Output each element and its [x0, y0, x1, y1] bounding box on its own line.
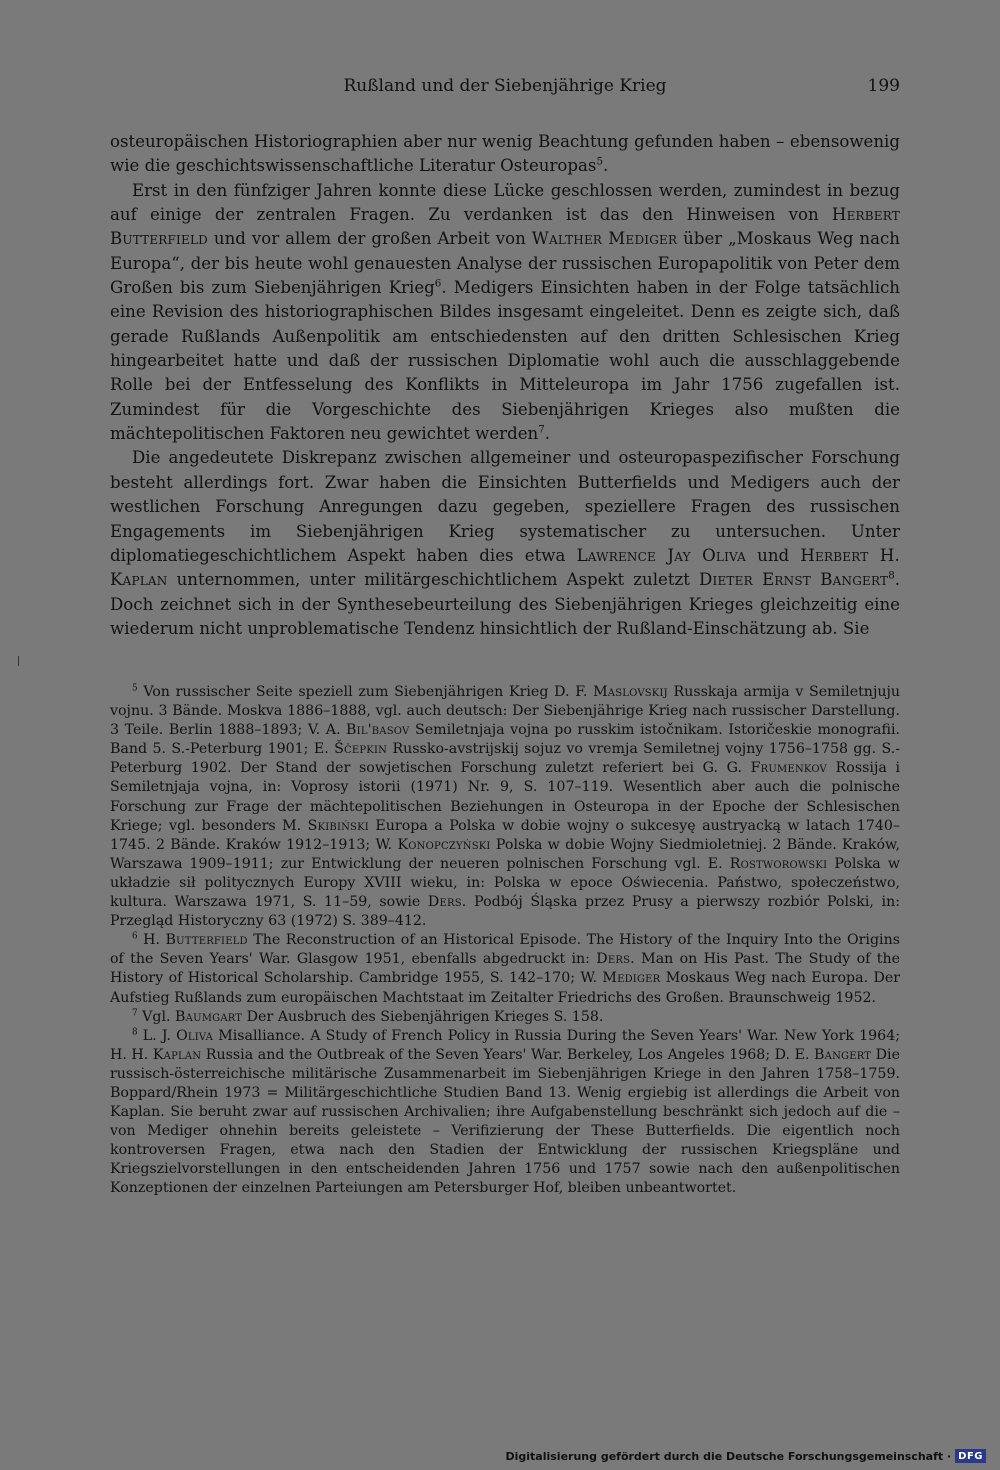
dfg-logo: DFG: [955, 1449, 986, 1463]
author-name: Ders.: [427, 894, 467, 911]
author-name: Maslovskij: [593, 684, 668, 700]
footnote-6: [110, 931, 900, 1007]
text-run: über „Moskaus Weg nach Europa“, der bis heute wohl genauesten Analyse der russischen Europapolitik von Peter dem Großen bis zum Siebenjährigen Krieg: [110, 229, 900, 298]
text-run: Europa a Polska w dobie wojny o sukcesyę austryacką w latach 1740–1745. 2 Bände. Kraków 1912–1913; W.: [110, 817, 900, 853]
footnote-5: [110, 683, 900, 931]
footnote-ref: 8: [888, 569, 895, 582]
author-name: Butterfield: [165, 932, 248, 949]
footnote-ref: 6: [434, 277, 442, 290]
running-title: Rußland und der Siebenjährige Krieg: [343, 76, 667, 96]
author-name: Bangert: [814, 1046, 872, 1063]
text-run: . Medigers Einsichten haben in der Folge tatsächlich eine Revision des historiographischen Bildes insgesamt eingeleitet. Denn es zeigte sich, daß gerade Rußlands Außenpolitik am entschiedensten auf den dritten Schlesischen Krieg hingearbeitet hatte und daß der russischen Diplomatie wohl auch die ausschlaggebende Rolle bei der Entfesselung des Konflikts in Mitteleuropa im Jahr 1756 zugefallen ist. Zumindest für die Vorgeschichte des Siebenjährigen Krieges also mußten die mächtepolitischen Faktoren neu gewichtet werden: [110, 278, 900, 444]
author-name: Frumenkov: [750, 760, 827, 777]
text-run: und: [745, 545, 801, 565]
author-name: Skibiński: [307, 817, 369, 834]
credit-text: Digitalisierung gefördert durch die Deutsche Forschungsgemeinschaft ·: [505, 1449, 952, 1463]
text-run: Von russischer Seite speziell zum Siebenjährigen Krieg D. F.: [137, 684, 594, 700]
digitization-credit: [505, 1448, 986, 1464]
text-run: Polska w dobie Wojny Siedmioletniej. 2 Bände. Kraków, Warszawa 1909–1911; zur Entwicklung der neueren polnischen Forschung vgl. E.: [110, 836, 901, 872]
footnote-ref: 5: [596, 155, 603, 168]
text-run: Podbój Śląska przez Prusy a pierwszy rozbiór Polski, in: Przegląd Historyczny 63 (1972) S. 389–412.: [110, 894, 900, 930]
text-run: Polska w układzie sił politycznych Europy XVIII wieku, in: Polska w epoce Oświecenia. Państwo, społeczeństwo, kultura. Warszawa 1971, S. 11–59, sowie: [110, 855, 900, 911]
author-name: Herbert H. Kaplan: [110, 545, 900, 590]
footnote-8: [110, 1027, 900, 1199]
text-run: osteuropäischen Historiographien aber nur wenig Beachtung gefunden haben – ebensowenig wie die geschichtswissenschaftliche Literatur Osteuropas: [110, 132, 900, 176]
text-run: .: [544, 424, 551, 444]
body-text: [110, 130, 900, 641]
paragraph-2: [110, 179, 900, 447]
text-run: Moskaus Weg nach Europa. Der Aufstieg Rußlands zum europäischen Machtstaat im Zeitalter Friedrichs des Großen. Braunschweig 1952.: [110, 970, 901, 1006]
paragraph-3: [110, 446, 900, 641]
footnote-7: [110, 1008, 900, 1027]
text-run: Die russisch-österreichische militärische Zusammenarbeit im Siebenjährigen Kriege in den Jahren 1758–1759. Boppard/Rhein 1973 = Militärgeschichtliche Studien Band 13. Wenig ergiebig ist allerdings die Arbeit von Kaplan. Sie beruht zwar auf russischen Archivalien; ihre Aufgabenstellung beschränkt sich jedoch auf die – von Mediger ohnehin bereits geleistete – Verifizierung der These Butterfields. Die eigentlich noch kontroversen Fragen, etwa nach den Stadien der Entwicklung der russischen Kriegspläne und Kriegszielvorstellungen in den entscheidenden Jahren 1756 und 1757 sowie nach den außenpolitischen Konzeptionen der einzelnen Parteiungen am Petersburger Hof, bleiben unbeantwortet.: [110, 1046, 900, 1197]
footnote-ref: 5: [132, 683, 138, 694]
author-name: Walther Mediger: [531, 229, 678, 249]
author-name: Ders.: [596, 951, 635, 968]
text-run: Vgl.: [137, 1008, 176, 1025]
author-name: Dieter Ernst Bangert: [699, 570, 889, 590]
text-run: Rossija i Semiletnjaja vojna, in: Voprosy istorii (1971) Nr. 9, S. 107–119. Wesentlich aber auch die polnische Forschung zur Frage der mächtepolitischen Beziehungen in Osteuropa in der Epoche der Schlesischen Kriege; vgl. besonders M.: [110, 760, 900, 834]
text-run: L. J.: [137, 1027, 177, 1044]
footnote-ref: 7: [132, 1007, 138, 1018]
text-run: .: [602, 156, 609, 176]
author-name: Rostworowski: [729, 855, 828, 872]
page-header: [110, 76, 900, 100]
text-run: Semiletnjaja vojna po russkim istočnikam. Istoričeskie monografii. Band 5. S.-Peterburg 1901; E.: [110, 722, 900, 758]
text-run: H.: [137, 932, 166, 949]
text-run: und vor allem der großen Arbeit von: [207, 229, 532, 249]
footnote-ref: 7: [538, 423, 545, 436]
author-name: Ščepkin: [334, 741, 388, 758]
author-name: Mediger: [602, 970, 661, 987]
text-run: . Doch zeichnet sich in der Synthesebeurteilung des Siebenjährigen Krieges gleichzeitig eine wiederum nicht unproblematische Tendenz hinsichtlich der Rußland-Einschätzung ab. Sie: [110, 570, 901, 638]
text-run: Russko-avstrijskij sojuz vo vremja Semiletnej vojny 1756–1758 gg. S.-Peterburg 1902. Der Stand der sowjetischen Forschung zuletzt referiert bei G. G.: [110, 741, 900, 777]
text-run: Misalliance. A Study of French Policy in Russia During the Seven Years' War. New York 1964; H. H.: [110, 1027, 901, 1063]
footnotes: [110, 683, 900, 1199]
footnote-ref: 8: [132, 1026, 138, 1037]
margin-mark: [18, 656, 19, 666]
author-name: Bil'basov: [346, 722, 410, 739]
footnote-ref: 6: [132, 931, 138, 942]
text-run: Russia and the Outbreak of the Seven Years' War. Berkeley, Los Angeles 1968; D. E.: [201, 1046, 815, 1063]
author-name: Kaplan: [152, 1046, 202, 1063]
author-name: Konopczyński: [397, 836, 491, 853]
text-run: unternommen, unter militärgeschichtlichem Aspekt zuletzt: [167, 570, 699, 590]
author-name: Herbert Butterfield: [110, 205, 900, 249]
page-number: 199: [867, 76, 900, 96]
text-run: Der Ausbruch des Siebenjährigen Krieges S. 158.: [242, 1008, 604, 1025]
text-run: Die angedeutete Diskrepanz zwischen allgemeiner und osteuropaspezifischer Forschung besteht allerdings fort. Zwar haben die Einsichten Butterfields und Medigers auch der westlichen Forschung Anregungen dazu gegeben, speziellere Fragen des russischen Engagements im Siebenjährigen Krieg systematischer zu untersuchen. Unter diplomatiegeschichtlichem Aspekt haben dies etwa: [110, 448, 900, 565]
text-run: The Reconstruction of an Historical Episode. The History of the Inquiry Into the Origins of the Seven Years' War. Glasgow 1951, ebenfalls abgedruckt in:: [110, 932, 900, 968]
author-name: Lawrence Jay Oliva: [576, 545, 746, 565]
text-run: Erst in den fünfziger Jahren konnte diese Lücke geschlossen werden, zumindest in bezug auf einige der zentralen Fragen. Zu verdanken ist das den Hinweisen von: [110, 180, 900, 225]
text-run: Man on His Past. The Study of the History of Historical Scholarship. Cambridge 1955, S. 142–170; W.: [110, 951, 901, 987]
author-name: Baumgart: [175, 1008, 243, 1025]
author-name: Oliva: [176, 1027, 214, 1044]
text-run: Russkaja armija v Semiletnjuju vojnu. 3 Bände. Moskva 1886–1888, vgl. auch deutsch: Der Siebenjährige Krieg nach russischer Darstellung. 3 Teile. Berlin 1888–1893; V. A.: [110, 684, 901, 739]
paragraph-1: [110, 130, 900, 179]
